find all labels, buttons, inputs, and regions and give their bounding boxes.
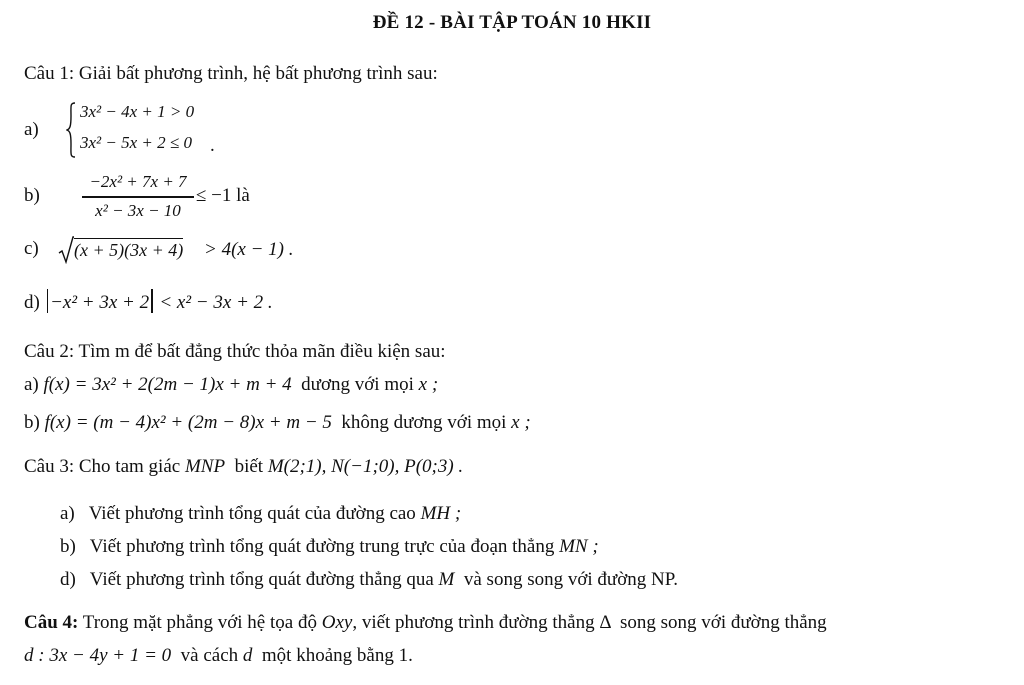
q2-b-label: b) (24, 412, 40, 433)
q4-line1 (24, 612, 827, 634)
q3-item-a-var: MH ; (420, 503, 462, 524)
q3-item-a (60, 503, 461, 525)
q3-item-b (60, 536, 599, 558)
q4-text2: , viết phương trình đường thẳng (352, 612, 595, 633)
q1-a-system (24, 102, 324, 160)
q2-b-expr: f(x) = (m − 4)x² + (2m − 8)x + m − 5 (44, 412, 332, 433)
q3-triangle: MNP (184, 456, 226, 477)
q3-item-b-label: b) (60, 536, 76, 557)
q1-b-numerator: −2x² + 7x + 7 (89, 172, 187, 191)
q1-d-inside: −x² + 3x + 2 (50, 292, 150, 313)
q1-a-label: a) (24, 119, 39, 140)
q1-b-label: b) (24, 185, 40, 206)
q1-a-period: . (210, 135, 215, 156)
q3-heading-mid: biết (234, 456, 264, 477)
q4-line-eq: d : 3x − 4y + 1 = 0 (24, 645, 172, 666)
q1-c-label: c) (24, 238, 39, 259)
q2-b-line (24, 412, 531, 434)
q4-d-var: d (242, 645, 253, 666)
q4-oxy: Oxy (321, 612, 353, 633)
q1-b-line (24, 172, 424, 222)
q2-b-var: x ; (511, 412, 531, 433)
q1-b-denominator: x² − 3x − 10 (95, 200, 181, 220)
q4-text5: một khoảng bằng 1. (261, 645, 413, 666)
q2-a-expr: f(x) = 3x² + 2(2m − 1)x + m + 4 (43, 374, 292, 395)
q1-d-line (24, 289, 273, 314)
q2-heading: Câu 2: Tìm m để bất đẳng thức thỏa mãn điều kiện sau: (24, 341, 446, 362)
q3-item-b-var: MN ; (559, 536, 599, 557)
q2-a-line (24, 374, 438, 396)
left-brace-icon (66, 102, 76, 158)
q4-text3: song song với đường thẳng (620, 612, 827, 633)
q1-d-rest: < x² − 3x + 2 . (159, 292, 273, 313)
q3-item-d-var: M (438, 569, 455, 590)
abs-bar-right (151, 289, 153, 313)
page-title: ĐỀ 12 - BÀI TẬP TOÁN 10 HKII (372, 12, 652, 33)
q4-text1: Trong mặt phẳng với hệ tọa độ (82, 612, 317, 633)
q4-delta: Δ (599, 612, 611, 633)
abs-bar-left (47, 289, 49, 313)
q1-heading: Câu 1: Giải bất phương trình, hệ bất phương trình sau: (24, 63, 438, 84)
q3-item-b-text: Viết phương trình tổng quát đường trung trực của đoạn thẳng (89, 536, 555, 557)
q1-a-row1: 3x² − 4x + 1 > 0 (80, 102, 195, 121)
q2-a-label: a) (24, 374, 39, 395)
q1-c-radicand: (x + 5)(3x + 4) (74, 240, 184, 260)
q1-b-rest: ≤ −1 là (196, 185, 250, 206)
q3-heading (24, 456, 463, 478)
q1-a-row2: 3x² − 5x + 2 ≤ 0 (80, 133, 192, 152)
q1-d-label: d) (24, 292, 40, 313)
fraction-bar (82, 196, 194, 198)
q1-c-rest: > 4(x − 1) . (204, 239, 294, 260)
q3-item-a-text: Viết phương trình tổng quát của đường cao (88, 503, 416, 524)
q4-label: Câu 4: (24, 612, 79, 633)
q3-heading-start: Câu 3: Cho tam giác (24, 456, 181, 477)
q3-item-d-text: Viết phương trình tổng quát đường thẳng qua (89, 569, 434, 590)
q1-c-line (24, 236, 424, 266)
q1-b-fraction (82, 172, 194, 221)
q4-line2 (24, 645, 413, 667)
q3-item-d (60, 569, 678, 591)
q2-b-text: không dương với mọi (341, 412, 507, 433)
q2-a-var: x ; (418, 374, 439, 395)
q2-a-text: dương với mọi (301, 374, 414, 395)
q3-item-a-label: a) (60, 503, 75, 524)
q3-item-d-label: d) (60, 569, 76, 590)
q4-text4: và cách (180, 645, 239, 666)
sqrt-icon (58, 236, 74, 264)
q3-item-d-tail: và song song với đường NP. (463, 569, 678, 590)
q3-points: M(2;1), N(−1;0), P(0;3) . (267, 456, 464, 477)
